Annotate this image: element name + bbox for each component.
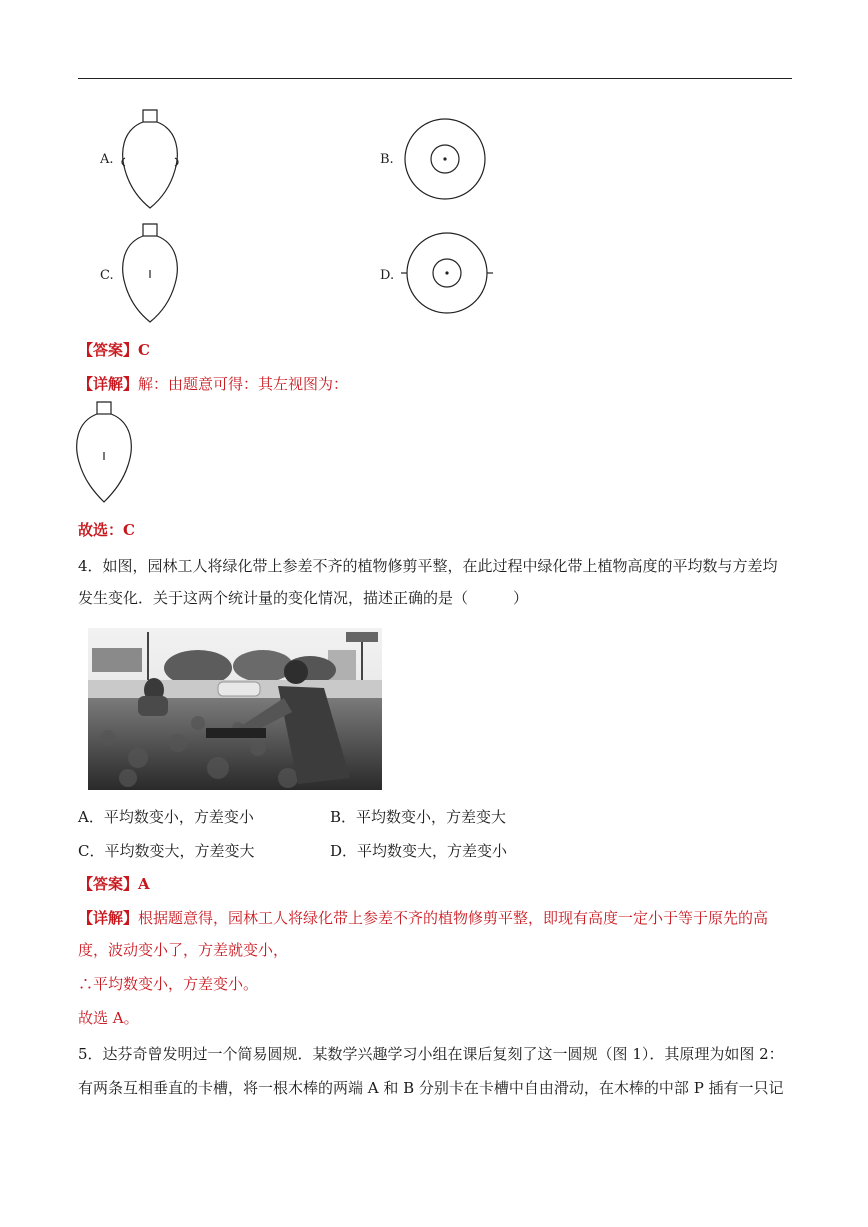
gardener-trimming-photo	[88, 628, 382, 790]
option-c-figure	[118, 222, 188, 326]
q4-detail-line3: ∴平均数变小，方差变小。	[78, 975, 259, 993]
q4-choice-d: D．平均数变大，方差变小	[330, 842, 508, 860]
q4-choice-a: A．平均数变小，方差变小	[78, 808, 254, 826]
option-c-label: C.	[100, 268, 114, 283]
option-a-label: A.	[100, 152, 114, 167]
option-d-figure	[400, 232, 494, 314]
q4-choice-b: B．平均数变小，方差变大	[330, 808, 507, 826]
option-b-label: B.	[380, 152, 394, 167]
q5-stem-line2: 有两条互相垂直的卡槽，将一根木棒的两端 A 和 B 分别卡在卡槽中自由滑动，在木棒的中部 P 插有一只记	[78, 1079, 784, 1097]
q3-detail-text: 解：由题意可得：其左视图为：	[138, 375, 349, 393]
q4-detail-line1	[78, 908, 768, 928]
option-a-figure	[118, 108, 188, 212]
q3-left-view-figure	[72, 400, 142, 506]
q4-choice-c: C．平均数变大，方差变大	[78, 842, 255, 860]
q4-detail-tag: 【详解】	[78, 909, 139, 927]
q5-stem-line1: 5．达芬奇曾发明过一个简易圆规．某数学兴趣学习小组在课后复刻了这一圆规（图 1）．其原理为如图 2：	[78, 1045, 784, 1063]
q4-stem-line1: 4．如图，园林工人将绿化带上参差不齐的植物修剪平整，在此过程中绿化带上植物高度的平均数与方差均	[78, 557, 778, 575]
option-d-label: D.	[380, 268, 395, 283]
q3-answer-value: C	[138, 341, 150, 359]
option-b-figure	[404, 118, 486, 200]
q4-detail-line2: 度，波动变小了，方差就变小，	[78, 941, 289, 959]
q3-answer	[78, 340, 150, 360]
header-rule	[78, 78, 792, 79]
q3-conclusion: 故选：C	[78, 521, 135, 539]
q3-detail	[78, 374, 348, 394]
q4-answer	[78, 874, 150, 894]
q4-detail-text1: 根据题意得，园林工人将绿化带上参差不齐的植物修剪平整，即现有高度一定小于等于原先的高	[138, 909, 769, 927]
q3-detail-tag: 【详解】	[78, 375, 139, 393]
q4-answer-value: A	[138, 875, 150, 893]
q4-conclusion: 故选 A。	[78, 1009, 139, 1027]
q3-answer-tag: 【答案】	[78, 341, 139, 359]
q4-answer-tag: 【答案】	[78, 875, 139, 893]
q4-stem-line2: 发生变化．关于这两个统计量的变化情况，描述正确的是（ ）	[78, 589, 529, 607]
